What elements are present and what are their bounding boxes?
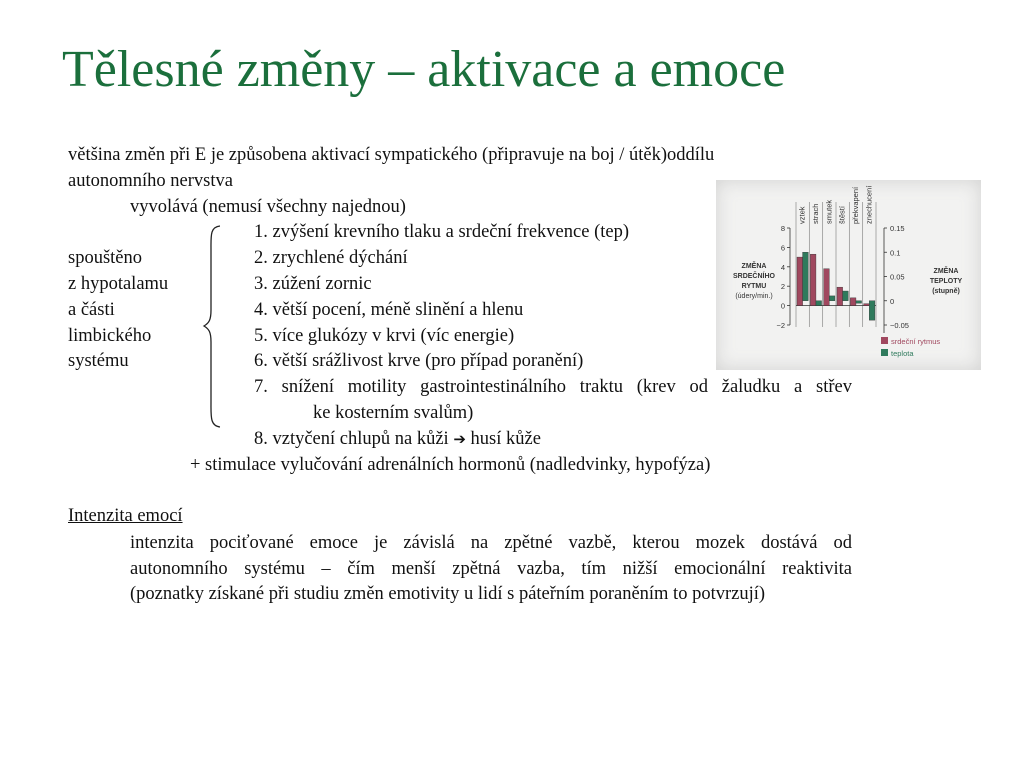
left-tick-label: 6	[780, 243, 785, 253]
right-tick-label: −0.05	[890, 321, 909, 330]
category-label: strach	[811, 203, 820, 224]
legend-swatch	[881, 337, 888, 344]
change-item-7: 7. snížení motility gastrointestinálního traktu (krev od žaludku a střev	[254, 377, 852, 397]
left-axis-title: ZMĚNA	[741, 263, 767, 270]
right-axis-title: (stupně)	[932, 288, 960, 295]
category-label: vztek	[797, 206, 807, 224]
category-label: štěstí	[837, 206, 847, 224]
arrow-icon: ➔	[453, 430, 466, 448]
left-tick-label: 2	[780, 282, 785, 292]
change-item-1: 1. zvýšení krevního tlaku a srdeční frekvence (tep)	[254, 222, 629, 242]
bar	[810, 254, 816, 305]
intro-line-3: vyvolává (nemusí všechny najednou)	[130, 197, 406, 217]
intro-line-2: autonomního nervstva	[68, 171, 233, 191]
bar	[843, 291, 849, 301]
trigger-line-2: z hypotalamu	[68, 274, 169, 294]
intro-line-1: většina změn při E je způsobena aktivací sympatického (připravuje na boj / útěk)oddílu	[68, 145, 715, 165]
bar	[837, 287, 843, 305]
change-item-7-cont: ke kosterním svalům)	[313, 403, 474, 423]
bar	[856, 301, 862, 303]
legend-label: teplota	[891, 349, 914, 358]
legend-swatch	[881, 349, 888, 356]
change-item-8	[254, 428, 541, 450]
trigger-line-3: a části	[68, 300, 115, 320]
bar	[816, 301, 822, 306]
change-item-5: 5. více glukózy v krvi (víc energie)	[254, 326, 515, 346]
right-tick-label: 0.05	[890, 272, 905, 282]
left-axis-title: RYTMU	[741, 283, 767, 290]
change-item-6: 6. větší srážlivost krve (pro případ poranění)	[254, 351, 584, 371]
trigger-line-5: systému	[68, 351, 129, 371]
stimulation-line: + stimulace vylučování adrenálních hormonů (nadledvinky, hypofýza)	[190, 455, 711, 475]
right-axis-title: TEPLOTY	[929, 278, 963, 285]
intensity-line-2: autonomního systému – čím menší zpětná vazba, tím nižší emocionální reaktivita	[130, 559, 852, 579]
bar	[850, 298, 856, 306]
right-tick-label: 0	[890, 296, 895, 306]
left-tick-label: 0	[780, 301, 785, 311]
change-item-3: 3. zúžení zornic	[254, 274, 372, 294]
category-label: smutek	[824, 199, 834, 224]
left-axis-title: SRDEČNÍHO	[732, 273, 776, 280]
bar	[864, 304, 870, 306]
right-tick-label: 0.15	[890, 224, 905, 233]
left-tick-label: 8	[780, 224, 785, 233]
bar	[824, 269, 830, 306]
legend-label: srdeční rytmus	[891, 337, 941, 346]
bar	[803, 252, 809, 301]
curly-brace	[200, 224, 226, 430]
slide-title: Tělesné změny – aktivace a emoce	[62, 41, 786, 98]
bar	[829, 296, 835, 301]
intensity-heading: Intenzita emocí	[68, 506, 183, 526]
left-tick-label: −2	[776, 321, 785, 330]
left-axis-title: (údery/min.)	[735, 293, 773, 300]
change-item-4: 4. větší pocení, méně slinění a hlenu	[254, 300, 524, 320]
trigger-line-1: spouštěno	[68, 248, 142, 268]
emotion-bar-chart	[716, 180, 981, 370]
change-item-8-text: 8. vztyčení chlupů na kůži	[254, 429, 449, 449]
right-tick-label: 0.1	[890, 248, 901, 258]
category-label: znechucení	[864, 185, 874, 224]
change-item-2: 2. zrychlené dýchání	[254, 248, 408, 268]
bar	[869, 301, 875, 320]
intensity-line-1: intenzita pociťované emoce je závislá na zpětné vazbě, kterou mozek dostává od	[130, 533, 852, 553]
category-label: překvapení	[851, 186, 860, 224]
trigger-line-4: limbického	[68, 326, 152, 346]
chart-svg	[716, 180, 981, 370]
right-axis-title: ZMĚNA	[933, 268, 959, 275]
left-tick-label: 4	[780, 262, 785, 272]
bar	[797, 257, 803, 306]
change-item-8-result: husí kůže	[470, 429, 541, 449]
intensity-line-3: (poznatky získané při studiu změn emotivity u lidí s páteřním poraněním to potvrzují)	[130, 584, 766, 604]
